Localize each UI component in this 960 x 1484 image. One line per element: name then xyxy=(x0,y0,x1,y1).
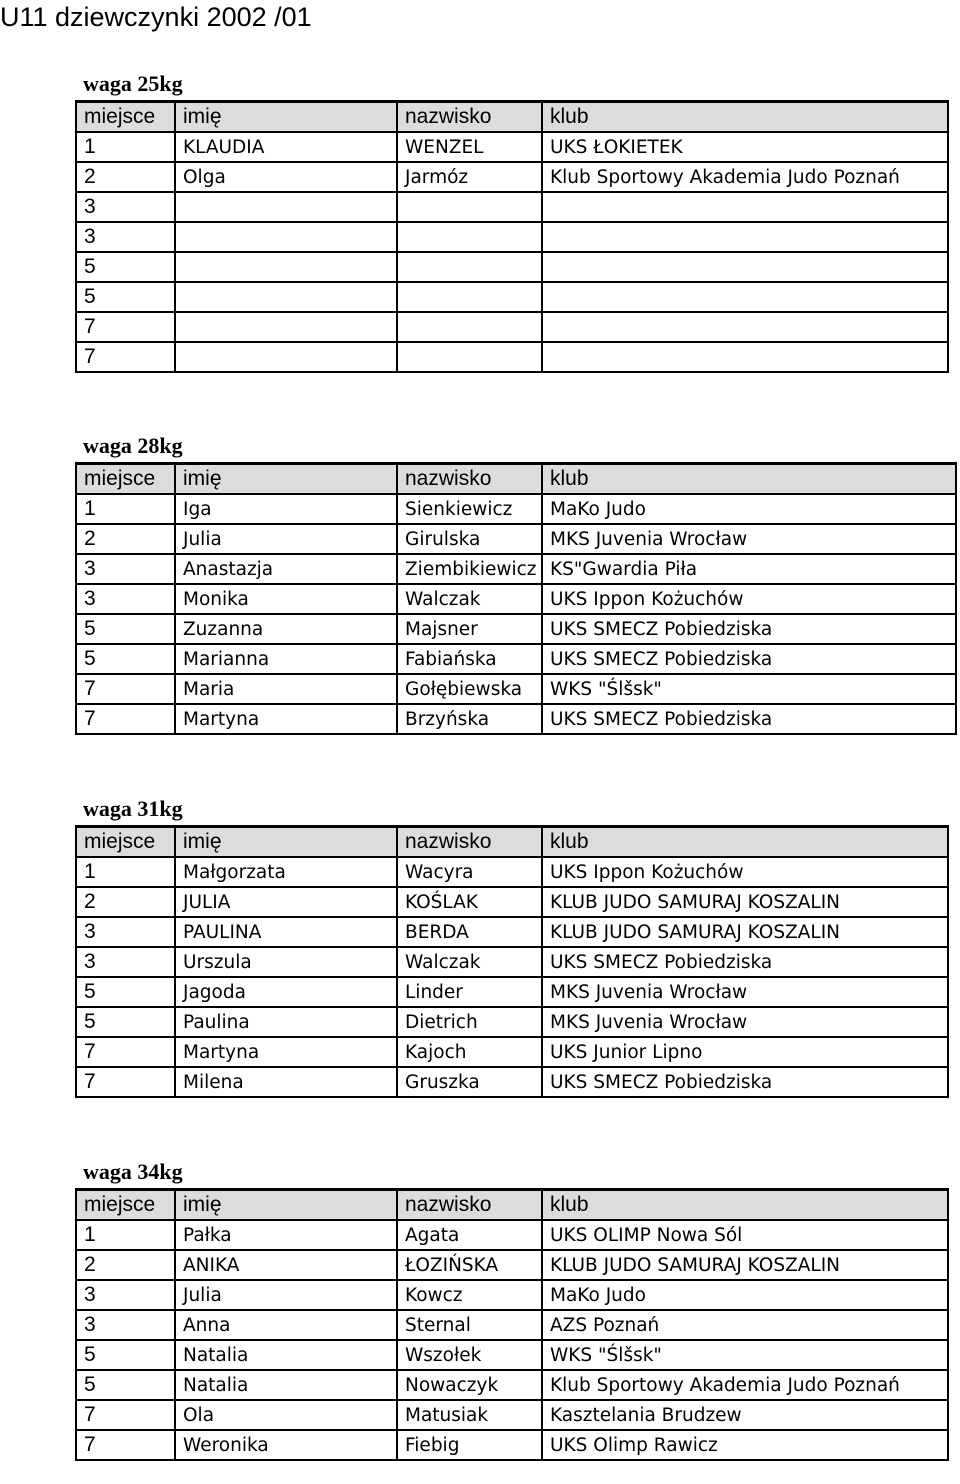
cell-first-name: Maria xyxy=(175,674,397,704)
table-row xyxy=(76,494,956,524)
cell-club: WKS "Ślšsk" xyxy=(542,1340,948,1370)
weight-class-heading: waga 34kg xyxy=(83,1159,183,1184)
table-row xyxy=(76,1037,948,1067)
cell-club: UKS Junior Lipno xyxy=(542,1037,948,1067)
cell-last-name: Girulska xyxy=(397,524,542,554)
cell-place: 5 xyxy=(76,644,175,674)
cell-club: UKS SMECZ Pobiedziska xyxy=(542,704,956,734)
cell-last-name: Walczak xyxy=(397,947,542,977)
table-row xyxy=(76,1280,948,1310)
cell-place: 7 xyxy=(76,1430,175,1460)
cell-place: 1 xyxy=(76,494,175,524)
cell-first-name xyxy=(175,192,397,222)
cell-first-name: Olga xyxy=(175,162,397,192)
cell-club xyxy=(542,342,948,372)
cell-first-name: Ola xyxy=(175,1400,397,1430)
cell-first-name xyxy=(175,312,397,342)
table-header-row xyxy=(76,102,948,133)
table-row xyxy=(76,312,948,342)
cell-first-name: Monika xyxy=(175,584,397,614)
cell-last-name: Kajoch xyxy=(397,1037,542,1067)
cell-place: 7 xyxy=(76,1400,175,1430)
cell-club: MaKo Judo xyxy=(542,494,956,524)
cell-club: MaKo Judo xyxy=(542,1280,948,1310)
cell-club: KLUB JUDO SAMURAJ KOSZALIN xyxy=(542,917,948,947)
table-row xyxy=(76,584,956,614)
cell-club: KLUB JUDO SAMURAJ KOSZALIN xyxy=(542,1250,948,1280)
table-row xyxy=(76,1400,948,1430)
cell-place: 5 xyxy=(76,252,175,282)
cell-place: 3 xyxy=(76,554,175,584)
cell-club: Klub Sportowy Akademia Judo Poznań xyxy=(542,1370,948,1400)
table-row xyxy=(76,857,948,887)
cell-place: 7 xyxy=(76,704,175,734)
cell-first-name: KLAUDIA xyxy=(175,132,397,162)
table-row xyxy=(76,162,948,192)
cell-first-name xyxy=(175,342,397,372)
cell-place: 3 xyxy=(76,222,175,252)
cell-place: 1 xyxy=(76,1220,175,1250)
cell-last-name xyxy=(397,222,542,252)
header-club: klub xyxy=(542,464,956,495)
cell-last-name xyxy=(397,282,542,312)
cell-last-name: Agata xyxy=(397,1220,542,1250)
cell-club: Klub Sportowy Akademia Judo Poznań xyxy=(542,162,948,192)
cell-club: UKS SMECZ Pobiedziska xyxy=(542,1067,948,1097)
cell-place: 7 xyxy=(76,1037,175,1067)
header-place: miejsce xyxy=(76,1190,175,1221)
cell-last-name: Linder xyxy=(397,977,542,1007)
header-last-name: nazwisko xyxy=(397,1190,542,1221)
header-first-name: imię xyxy=(175,1190,397,1221)
cell-last-name xyxy=(397,312,542,342)
header-last-name: nazwisko xyxy=(397,827,542,858)
cell-first-name: Julia xyxy=(175,1280,397,1310)
cell-place: 3 xyxy=(76,1310,175,1340)
weight-class-section xyxy=(75,793,949,1098)
header-club: klub xyxy=(542,1190,948,1221)
cell-place: 5 xyxy=(76,1370,175,1400)
results-table xyxy=(75,825,949,1098)
cell-club: UKS Ippon Kożuchów xyxy=(542,584,956,614)
header-place: miejsce xyxy=(76,827,175,858)
table-row xyxy=(76,1340,948,1370)
cell-first-name xyxy=(175,252,397,282)
cell-club: UKS Ippon Kożuchów xyxy=(542,857,948,887)
cell-club: UKS Olimp Rawicz xyxy=(542,1430,948,1460)
cell-club xyxy=(542,222,948,252)
cell-place: 2 xyxy=(76,162,175,192)
cell-place: 2 xyxy=(76,1250,175,1280)
weight-class-heading: waga 25kg xyxy=(83,71,183,96)
cell-last-name xyxy=(397,192,542,222)
cell-first-name: Martyna xyxy=(175,704,397,734)
cell-last-name: Ziembikiewicz xyxy=(397,554,542,584)
cell-last-name: Wszołek xyxy=(397,1340,542,1370)
header-first-name: imię xyxy=(175,827,397,858)
cell-club: MKS Juvenia Wrocław xyxy=(542,524,956,554)
table-row xyxy=(76,554,956,584)
cell-last-name: Walczak xyxy=(397,584,542,614)
cell-club xyxy=(542,312,948,342)
header-club: klub xyxy=(542,827,948,858)
cell-place: 7 xyxy=(76,342,175,372)
cell-place: 1 xyxy=(76,132,175,162)
table-header-row xyxy=(76,464,956,495)
cell-place: 3 xyxy=(76,192,175,222)
header-first-name: imię xyxy=(175,464,397,495)
cell-first-name: Jagoda xyxy=(175,977,397,1007)
cell-place: 3 xyxy=(76,917,175,947)
cell-first-name xyxy=(175,282,397,312)
cell-club: WKS "Ślšsk" xyxy=(542,674,956,704)
weight-class-heading: waga 31kg xyxy=(83,796,183,821)
cell-place: 1 xyxy=(76,857,175,887)
cell-last-name: Gruszka xyxy=(397,1067,542,1097)
cell-first-name: Małgorzata xyxy=(175,857,397,887)
cell-first-name: Urszula xyxy=(175,947,397,977)
table-row xyxy=(76,704,956,734)
results-table xyxy=(75,462,957,735)
cell-first-name: Martyna xyxy=(175,1037,397,1067)
table-row xyxy=(76,1007,948,1037)
results-table xyxy=(75,1188,949,1461)
header-place: miejsce xyxy=(76,464,175,495)
cell-place: 5 xyxy=(76,282,175,312)
cell-first-name: Weronika xyxy=(175,1430,397,1460)
cell-first-name: JULIA xyxy=(175,887,397,917)
cell-first-name: Milena xyxy=(175,1067,397,1097)
cell-place: 2 xyxy=(76,524,175,554)
table-header-row xyxy=(76,1190,948,1221)
weight-class-section xyxy=(75,1156,949,1461)
table-row xyxy=(76,1067,948,1097)
header-first-name: imię xyxy=(175,102,397,133)
cell-last-name: Sternal xyxy=(397,1310,542,1340)
table-row xyxy=(76,1310,948,1340)
cell-club: Kasztelania Brudzew xyxy=(542,1400,948,1430)
weight-class-section xyxy=(75,430,957,735)
cell-place: 3 xyxy=(76,947,175,977)
cell-place: 5 xyxy=(76,614,175,644)
cell-club xyxy=(542,192,948,222)
table-row xyxy=(76,977,948,1007)
cell-first-name: Iga xyxy=(175,494,397,524)
table-row xyxy=(76,524,956,554)
cell-last-name: Majsner xyxy=(397,614,542,644)
cell-first-name: Natalia xyxy=(175,1340,397,1370)
cell-place: 7 xyxy=(76,312,175,342)
cell-last-name: Dietrich xyxy=(397,1007,542,1037)
cell-club: KLUB JUDO SAMURAJ KOSZALIN xyxy=(542,887,948,917)
cell-club: MKS Juvenia Wrocław xyxy=(542,977,948,1007)
table-header-row xyxy=(76,827,948,858)
cell-last-name: Nowaczyk xyxy=(397,1370,542,1400)
cell-last-name: Wacyra xyxy=(397,857,542,887)
cell-place: 7 xyxy=(76,1067,175,1097)
cell-place: 2 xyxy=(76,887,175,917)
weight-class-section xyxy=(75,68,949,373)
cell-club xyxy=(542,252,948,282)
table-row xyxy=(76,1250,948,1280)
cell-first-name: Pałka xyxy=(175,1220,397,1250)
table-row xyxy=(76,674,956,704)
cell-club: UKS ŁOKIETEK xyxy=(542,132,948,162)
table-row xyxy=(76,282,948,312)
table-row xyxy=(76,1370,948,1400)
cell-last-name: Gołębiewska xyxy=(397,674,542,704)
page-title: U11 dziewczynki 2002 /01 xyxy=(0,2,312,32)
cell-last-name: Jarmóz xyxy=(397,162,542,192)
cell-place: 3 xyxy=(76,584,175,614)
table-row xyxy=(76,887,948,917)
cell-last-name: Sienkiewicz xyxy=(397,494,542,524)
header-last-name: nazwisko xyxy=(397,102,542,133)
cell-last-name: Kowcz xyxy=(397,1280,542,1310)
table-row xyxy=(76,1430,948,1460)
cell-first-name: Anna xyxy=(175,1310,397,1340)
cell-first-name: Paulina xyxy=(175,1007,397,1037)
cell-last-name xyxy=(397,342,542,372)
cell-first-name: Anastazja xyxy=(175,554,397,584)
cell-club xyxy=(542,282,948,312)
cell-place: 5 xyxy=(76,977,175,1007)
table-row xyxy=(76,1220,948,1250)
cell-last-name xyxy=(397,252,542,282)
cell-first-name: PAULINA xyxy=(175,917,397,947)
table-row xyxy=(76,644,956,674)
header-last-name: nazwisko xyxy=(397,464,542,495)
weight-class-heading: waga 28kg xyxy=(83,433,183,458)
cell-club: UKS OLIMP Nowa Sól xyxy=(542,1220,948,1250)
cell-first-name xyxy=(175,222,397,252)
table-row xyxy=(76,342,948,372)
cell-club: AZS Poznań xyxy=(542,1310,948,1340)
table-row xyxy=(76,947,948,977)
cell-first-name: Julia xyxy=(175,524,397,554)
table-row xyxy=(76,222,948,252)
cell-first-name: Natalia xyxy=(175,1370,397,1400)
cell-place: 5 xyxy=(76,1007,175,1037)
header-place: miejsce xyxy=(76,102,175,133)
cell-last-name: WENZEL xyxy=(397,132,542,162)
table-row xyxy=(76,917,948,947)
cell-last-name: Brzyńska xyxy=(397,704,542,734)
cell-club: UKS SMECZ Pobiedziska xyxy=(542,614,956,644)
cell-place: 3 xyxy=(76,1280,175,1310)
cell-last-name: KOŚLAK xyxy=(397,887,542,917)
cell-club: UKS SMECZ Pobiedziska xyxy=(542,644,956,674)
table-row xyxy=(76,252,948,282)
cell-last-name: Fiebig xyxy=(397,1430,542,1460)
cell-place: 7 xyxy=(76,674,175,704)
cell-first-name: Marianna xyxy=(175,644,397,674)
cell-club: KS"Gwardia Piła xyxy=(542,554,956,584)
table-row xyxy=(76,192,948,222)
cell-club: UKS SMECZ Pobiedziska xyxy=(542,947,948,977)
header-club: klub xyxy=(542,102,948,133)
results-table xyxy=(75,100,949,373)
cell-last-name: Fabiańska xyxy=(397,644,542,674)
cell-first-name: Zuzanna xyxy=(175,614,397,644)
table-row xyxy=(76,614,956,644)
cell-club: MKS Juvenia Wrocław xyxy=(542,1007,948,1037)
cell-last-name: ŁOZIŃSKA xyxy=(397,1250,542,1280)
cell-place: 5 xyxy=(76,1340,175,1370)
table-row xyxy=(76,132,948,162)
cell-last-name: BERDA xyxy=(397,917,542,947)
cell-first-name: ANIKA xyxy=(175,1250,397,1280)
cell-last-name: Matusiak xyxy=(397,1400,542,1430)
